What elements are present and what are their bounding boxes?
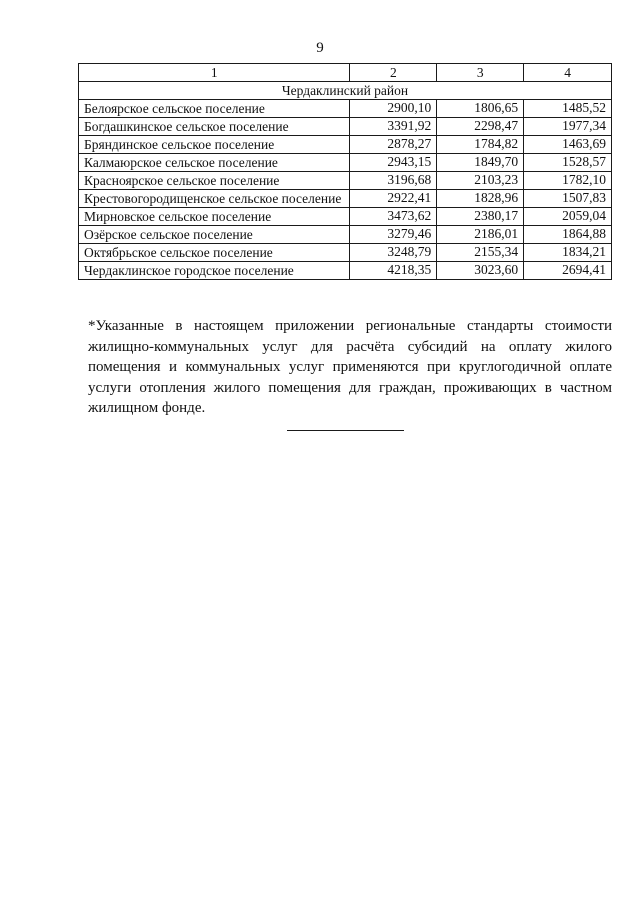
settlement-name: Калмаюрское сельское поселение <box>79 154 350 172</box>
value-col-4: 1977,34 <box>524 118 612 136</box>
value-col-2: 2900,10 <box>350 100 437 118</box>
value-col-2: 3248,79 <box>350 244 437 262</box>
settlement-name: Бряндинское сельское поселение <box>79 136 350 154</box>
footnote: *Указанные в настоящем приложении региональные стандарты стоимости жилищно-коммунальных услуг для расчёта субсидий на оплату жилого помещения и коммунальных услуг применяются при круглогодичной оплате услуги отопления жилого помещения для граждан, проживающих в частном жилищном фонде. <box>88 318 612 416</box>
settlement-name: Чердаклинское городское поселение <box>79 262 350 280</box>
settlement-name: Мирновское сельское поселение <box>79 208 350 226</box>
settlement-name: Красноярское сельское поселение <box>79 172 350 190</box>
column-header-4: 4 <box>524 64 612 82</box>
table-row <box>79 172 612 190</box>
value-col-4: 1864,88 <box>524 226 612 244</box>
value-col-3: 2155,34 <box>437 244 524 262</box>
region-name: Чердаклинский район <box>79 82 612 100</box>
table-row <box>79 226 612 244</box>
table-row <box>79 136 612 154</box>
region-header-row <box>79 82 612 100</box>
table-row <box>79 244 612 262</box>
value-col-2: 2943,15 <box>350 154 437 172</box>
settlement-name: Октябрьское сельское поселение <box>79 244 350 262</box>
value-col-3: 2186,01 <box>437 226 524 244</box>
table-row <box>79 118 612 136</box>
table-row <box>79 262 612 280</box>
settlement-name: Озёрское сельское поселение <box>79 226 350 244</box>
value-col-3: 1828,96 <box>437 190 524 208</box>
value-col-4: 1528,57 <box>524 154 612 172</box>
table-row <box>79 190 612 208</box>
value-col-4: 2059,04 <box>524 208 612 226</box>
value-col-2: 2922,41 <box>350 190 437 208</box>
column-number-header-row <box>79 64 612 82</box>
value-col-3: 2380,17 <box>437 208 524 226</box>
page-number: 9 <box>316 40 324 56</box>
settlement-name: Крестовогородищенское сельское поселение <box>79 190 350 208</box>
value-col-2: 3391,92 <box>350 118 437 136</box>
value-col-3: 2298,47 <box>437 118 524 136</box>
value-col-4: 1485,52 <box>524 100 612 118</box>
column-header-2: 2 <box>350 64 437 82</box>
table-row <box>79 154 612 172</box>
value-col-2: 3196,68 <box>350 172 437 190</box>
value-col-2: 2878,27 <box>350 136 437 154</box>
value-col-4: 2694,41 <box>524 262 612 280</box>
value-col-3: 2103,23 <box>437 172 524 190</box>
value-col-3: 1849,70 <box>437 154 524 172</box>
table-row <box>79 100 612 118</box>
value-col-3: 3023,60 <box>437 262 524 280</box>
value-col-2: 3279,46 <box>350 226 437 244</box>
column-header-1: 1 <box>79 64 350 82</box>
table-row <box>79 208 612 226</box>
value-col-4: 1463,69 <box>524 136 612 154</box>
value-col-2: 4218,35 <box>350 262 437 280</box>
value-col-4: 1507,83 <box>524 190 612 208</box>
value-col-4: 1782,10 <box>524 172 612 190</box>
value-col-2: 3473,62 <box>350 208 437 226</box>
subsidy-standards-table <box>78 63 612 280</box>
column-header-3: 3 <box>437 64 524 82</box>
settlement-name: Богдашкинское сельское поселение <box>79 118 350 136</box>
closing-rule <box>287 430 404 431</box>
value-col-4: 1834,21 <box>524 244 612 262</box>
value-col-3: 1806,65 <box>437 100 524 118</box>
settlement-name: Белоярское сельское поселение <box>79 100 350 118</box>
value-col-3: 1784,82 <box>437 136 524 154</box>
